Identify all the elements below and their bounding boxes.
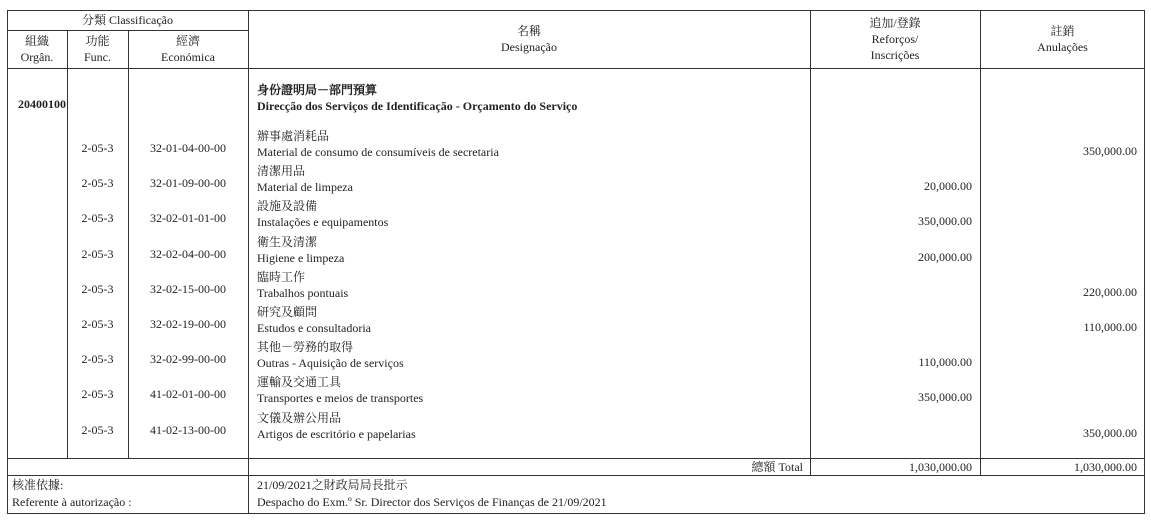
func-code: 2-05-3	[81, 317, 114, 331]
item-name-zh: 文儀及辦公用品	[257, 410, 342, 425]
reinforcement-amount: 110,000.00	[918, 355, 972, 370]
func-code: 2-05-3	[81, 246, 114, 261]
func-code: 2-05-3	[81, 141, 114, 155]
econ-code: 41-02-13-00-00	[150, 422, 226, 437]
item-name-zh: 研究及顧問	[257, 305, 318, 319]
item-name-zh: 設施及設備	[257, 199, 318, 214]
authorization-value-zh: 21/09/2021之財政局局長批示	[257, 478, 408, 492]
designation-header-zh: 名稱	[516, 24, 541, 38]
annulment-header-zh: 註銷	[1050, 24, 1075, 38]
item-name-zh: 辦事處消耗品	[257, 129, 330, 143]
econ-code: 32-02-15-00-00	[150, 281, 226, 296]
item-name-pt: Material de limpeza	[257, 180, 353, 195]
organ-header-pt: Orgân.	[20, 50, 54, 64]
authorization-value-pt: Despacho do Exm.º Sr. Director dos Serviços de Finanças de 21/09/2021	[257, 495, 607, 509]
annulment-amount: 350,000.00	[1083, 425, 1137, 440]
func-header-pt: Func.	[84, 50, 111, 64]
table-rule	[7, 30, 248, 31]
econ-code: 32-01-04-00-00	[150, 141, 226, 155]
organ-code: 20400100	[18, 97, 66, 111]
organ-header-zh: 組織	[24, 34, 49, 48]
table-rule	[248, 475, 249, 514]
econ-code: 32-02-19-00-00	[150, 317, 226, 331]
table-rule	[7, 68, 1145, 69]
item-name-pt: Higiene e limpeza	[257, 250, 345, 265]
annulment-amount: 110,000.00	[1083, 320, 1137, 334]
item-name-pt: Estudos e consultadoria	[257, 321, 371, 335]
func-header-zh: 功能	[85, 34, 110, 48]
authorization-label-pt: Referente à autorização :	[12, 495, 132, 509]
item-name-zh: 臨時工作	[257, 269, 306, 284]
item-name-zh: 其他－勞務的取得	[257, 340, 354, 355]
func-code: 2-05-3	[81, 281, 114, 296]
annulment-amount: 350,000.00	[1083, 144, 1137, 158]
item-name-pt: Instalações e equipamentos	[257, 215, 389, 230]
econ-code: 41-02-01-00-00	[150, 387, 226, 402]
item-name-pt: Material de consumo de consumíveis de secretaria	[257, 145, 499, 159]
total-annulment: 1,030,000.00	[1074, 460, 1137, 474]
budget-table	[7, 10, 1145, 514]
section-name-zh: 身份證明局－部門預算	[257, 83, 378, 97]
total-label: 總額 Total	[751, 460, 803, 474]
func-code: 2-05-3	[81, 422, 114, 437]
item-name-pt: Artigos de escritório e papelarias	[257, 426, 416, 441]
econ-code: 32-02-04-00-00	[150, 246, 226, 261]
section-name-pt: Direcção dos Serviços de Identificação - Orçamento do Serviço	[257, 99, 578, 113]
econ-header-zh: 經濟	[175, 34, 200, 48]
classification-header: 分類 Classificação	[82, 13, 173, 27]
table-rule	[980, 10, 981, 475]
table-rule	[7, 475, 1145, 476]
econ-code: 32-02-01-01-00	[150, 211, 226, 226]
econ-header-pt: Económica	[161, 50, 215, 64]
reinforcement-amount: 350,000.00	[918, 390, 972, 405]
annulment-header-pt: Anulações	[1037, 40, 1088, 54]
table-rule	[7, 458, 1145, 459]
authorization-label-zh: 核准依據:	[12, 478, 64, 492]
reinforcement-amount: 350,000.00	[918, 214, 972, 229]
item-name-pt: Trabalhos pontuais	[257, 285, 349, 300]
item-name-pt: Outras - Aquisição de serviços	[257, 356, 404, 371]
annulment-amount: 220,000.00	[1083, 284, 1137, 299]
total-reinforcement: 1,030,000.00	[909, 460, 972, 474]
econ-code: 32-01-09-00-00	[150, 176, 226, 191]
reinforcement-amount: 200,000.00	[918, 249, 972, 264]
item-name-pt: Transportes e meios de transportes	[257, 391, 424, 406]
func-code: 2-05-3	[81, 176, 114, 191]
table-rule	[810, 10, 811, 475]
func-code: 2-05-3	[81, 387, 114, 402]
func-code: 2-05-3	[81, 352, 114, 367]
reinforcement-amount: 20,000.00	[924, 179, 972, 194]
func-code: 2-05-3	[81, 211, 114, 226]
table-rule	[248, 10, 249, 475]
econ-code: 32-02-99-00-00	[150, 352, 226, 367]
reinforcement-header-pt2: Inscrições	[870, 48, 920, 62]
item-name-zh: 衛生及清潔	[257, 234, 318, 249]
reinforcement-header-zh: 追加/登錄	[869, 16, 921, 30]
designation-header-pt: Designação	[501, 40, 557, 54]
item-name-zh: 運輸及交通工具	[257, 375, 342, 390]
item-name-zh: 清潔用品	[257, 164, 306, 179]
reinforcement-header-pt1: Reforços/	[871, 32, 919, 46]
